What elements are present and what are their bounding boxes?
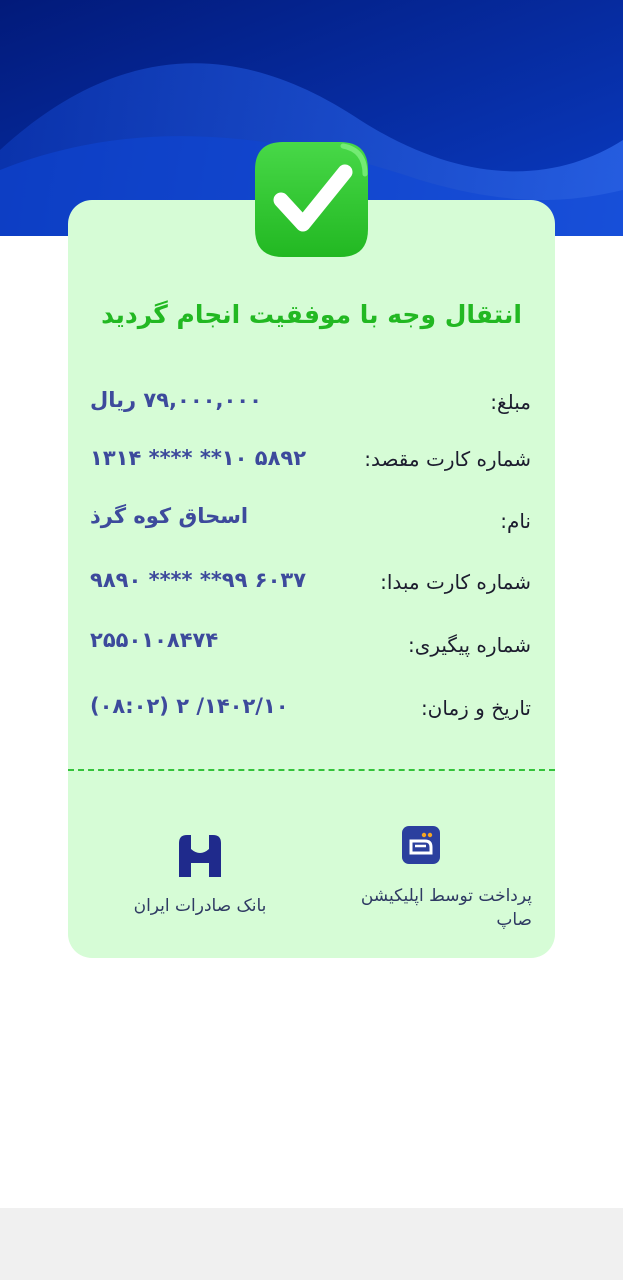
sap-caption: پرداخت توسط اپلیکیشن صاپ xyxy=(360,886,532,930)
source-card-value: ۶۰۳۷ ۹۹** **** ۹۸۹۰ xyxy=(90,568,307,592)
dest-card-value: ۵۸۹۲ ۱۰** **** ۱۳۱۴ xyxy=(90,446,307,470)
success-title: انتقال وجه با موفقیت انجام گردید xyxy=(101,300,522,329)
source-card-label: شماره کارت مبدا: xyxy=(380,570,531,594)
datetime-value: ۱۴۰۲/۱۰/ ۲ (۰۸:۰۲) xyxy=(90,694,289,718)
amount-label: مبلغ: xyxy=(490,390,531,414)
tracking-value: ۲۵۵۰۱۰۸۴۷۴ xyxy=(90,628,219,652)
sap-app-logo xyxy=(402,826,440,864)
check-icon xyxy=(253,140,370,259)
bank-saderat-logo xyxy=(177,833,223,879)
dest-card-label: شماره کارت مقصد: xyxy=(364,447,531,471)
amount-value: ۷۹,۰۰۰,۰۰۰ ریال xyxy=(90,388,262,412)
name-value: اسحاق کوه گرذ xyxy=(90,504,249,528)
bottom-bar xyxy=(0,1208,623,1280)
tracking-label: شماره پیگیری: xyxy=(407,633,531,657)
bank-caption: بانک صادرات ایران xyxy=(133,896,267,916)
datetime-label: تاریخ و زمان: xyxy=(420,696,531,720)
name-label: نام: xyxy=(500,509,531,533)
dashed-divider xyxy=(68,769,555,771)
